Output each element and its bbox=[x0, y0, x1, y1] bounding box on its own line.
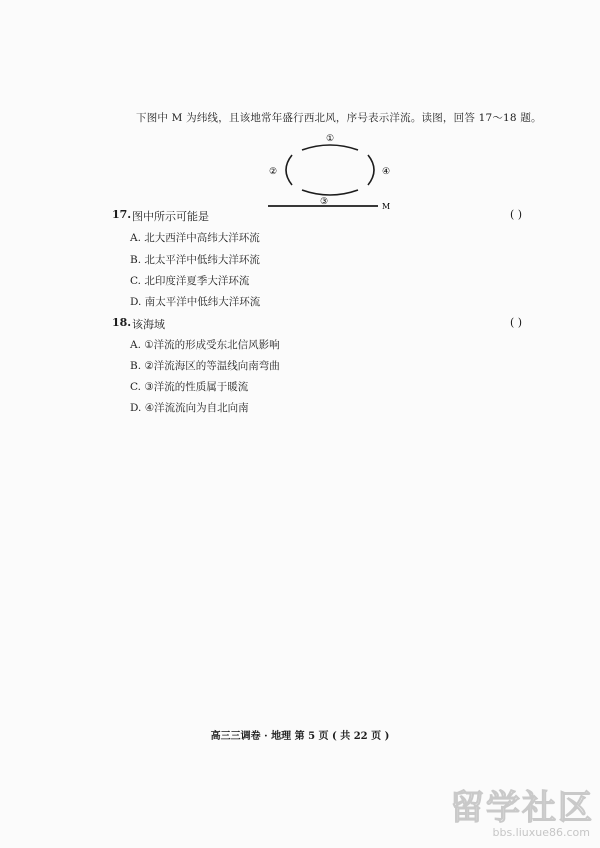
question-17-option-c: C. 北印度洋夏季大洋环流 bbox=[130, 275, 250, 287]
question-18-answer-blank: ( ) bbox=[510, 316, 523, 329]
question-18-stem: 该海域 bbox=[132, 318, 165, 331]
question-17-option-a: A. 北大西洋中高纬大洋环流 bbox=[130, 232, 260, 244]
question-18-option-c: C. ③洋流的性质属于暖流 bbox=[130, 381, 249, 393]
watermark-url: bbs.liuxue86.com bbox=[492, 826, 590, 839]
page-footer: 高三三调卷 · 地理 第 5 页 ( 共 22 页 ) bbox=[210, 731, 390, 742]
question-17-stem: 图中所示可能是 bbox=[132, 210, 209, 223]
ocean-current-diagram bbox=[260, 128, 400, 214]
question-17-number: 17. bbox=[112, 208, 132, 221]
question-18-option-a: A. ①洋流的形成受东北信风影响 bbox=[130, 339, 280, 351]
current-arc-bottom bbox=[302, 190, 358, 195]
watermark bbox=[424, 790, 594, 842]
label-current-4: ④ bbox=[382, 167, 391, 177]
label-current-2: ② bbox=[269, 167, 278, 177]
question-18-number: 18. bbox=[112, 316, 132, 329]
current-arc-left bbox=[286, 155, 292, 185]
question-18-option-d: D. ④洋流流向为自北向南 bbox=[130, 402, 249, 414]
question-17-answer-blank: ( ) bbox=[510, 208, 523, 221]
question-intro: 下图中 M 为纬线，且该地常年盛行西北风，序号表示洋流。读图，回答 17～18 题。 bbox=[136, 112, 542, 124]
current-arc-top bbox=[302, 145, 358, 150]
question-17-option-d: D. 南太平洋中低纬大洋环流 bbox=[130, 296, 261, 308]
watermark-logo: 留学社区 bbox=[450, 788, 594, 828]
question-17-option-b: B. 北太平洋中低纬大洋环流 bbox=[130, 254, 260, 266]
current-arc-right bbox=[368, 155, 374, 185]
question-18-option-b: B. ②洋流海区的等温线向南弯曲 bbox=[130, 360, 280, 372]
label-current-3: ③ bbox=[320, 197, 329, 207]
label-current-1: ① bbox=[326, 134, 335, 144]
label-latitude-m: M bbox=[382, 202, 391, 211]
